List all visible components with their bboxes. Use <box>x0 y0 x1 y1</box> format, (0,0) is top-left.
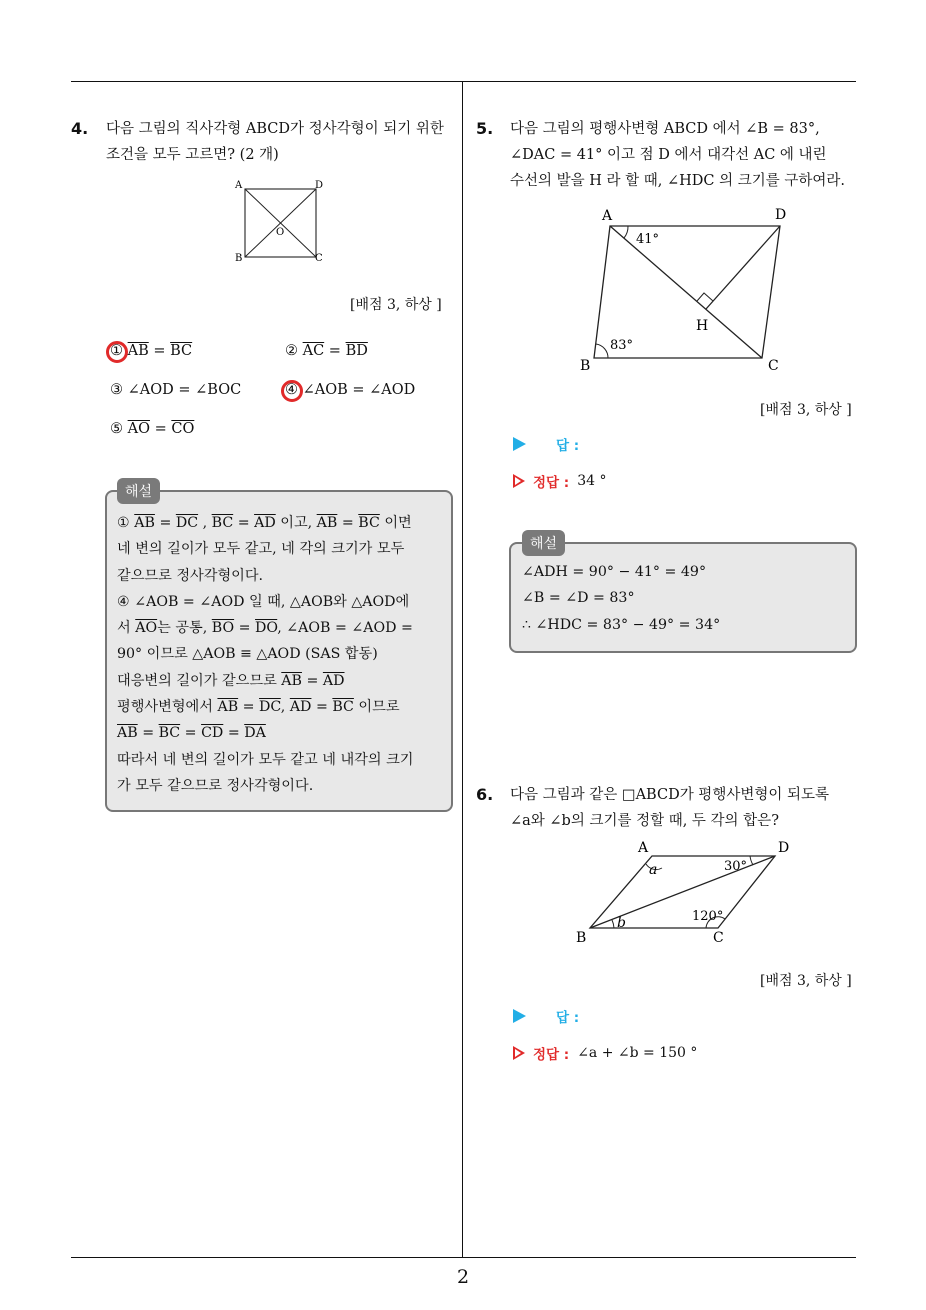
label-c: C <box>768 358 779 374</box>
question-6-answer-row[interactable] <box>513 1006 579 1026</box>
label-h: H <box>696 318 709 334</box>
question-5-correct-row <box>513 471 606 491</box>
expl4-line-8: 평행사변형에서 $\overline{AB} = \overline{DC}$, $\overline{AD} = \overline{BC}$ 이므로 <box>117 699 400 716</box>
question-4-line-2: 조건을 모두 고르면? (2 개) <box>106 147 279 163</box>
expl4-line-1: ① $\overline{AB} = \overline{DC}$ , $\overline{BC} = \overline{AD}$ 이고, $\overline{AB} = \overline{BC}$ 이면 <box>117 515 412 531</box>
question-6-line-1: 다음 그림과 같은 □ABCD가 평행사변형이 되도록 <box>510 787 829 803</box>
expl5-line-1: ∠ADH = 90° − 41° = 49° <box>522 564 707 580</box>
expl4-line-4: ④ ∠AOB = ∠AOD 일 때, △AOB와 △AOD에 <box>117 593 410 610</box>
option-1[interactable]: ① $\overline{AB} = \overline{BC}$ <box>110 343 193 359</box>
correct-label: 정답 : <box>533 475 570 491</box>
label-a: A <box>235 180 243 191</box>
question-4-line-1: 다음 그림의 직사각형 ABCD가 정사각형이 되기 위한 <box>106 121 444 137</box>
right-angle-mark <box>697 293 713 301</box>
parallelogram-abcd-figure <box>570 202 800 382</box>
angle-a-label: 41° <box>636 232 660 247</box>
expl4-line-10: 따라서 네 변의 길이가 모두 같고 네 내각의 크기 <box>117 751 414 768</box>
option-2[interactable]: ② $\overline{AC} = \overline{BD}$ <box>285 343 368 359</box>
page-number: 2 <box>456 1266 470 1288</box>
correct-arrow-icon <box>513 474 525 488</box>
angle-b-arc <box>596 344 608 358</box>
question-5-answer-row[interactable] <box>513 434 579 454</box>
expl4-line-5: 서 $\overline{AO}$는 공통, $\overline{BO} = \overline{DO}$, ∠AOB = ∠AOD = <box>117 620 413 637</box>
question-4-number: 4. <box>71 119 89 138</box>
expl4-line-11: 가 모두 같으므로 정사각형이다. <box>117 777 314 794</box>
option-5[interactable]: ⑤ $\overline{AO} = \overline{CO}$ <box>110 421 195 437</box>
expl4-line-9: $\overline{AB} = \overline{BC} = \overline{CD} = \overline{DA}$ <box>117 725 266 742</box>
angle-c-label-6: 120° <box>692 909 724 924</box>
label-c: C <box>315 253 323 264</box>
expl4-line-7: 대응변의 길이가 같으므로 $\overline{AB} = \overline{AD}$ <box>117 672 345 689</box>
label-a-6: A <box>638 840 649 856</box>
answer-arrow-icon <box>513 437 526 451</box>
label-d: D <box>775 207 787 223</box>
question-5-score: [배점 3, 하상 ] <box>760 402 852 418</box>
answer-label: 답 : <box>556 1010 580 1026</box>
answer-label: 답 : <box>556 438 580 454</box>
question-5-number: 5. <box>476 119 494 138</box>
option-4[interactable]: ④ ∠AOB = ∠AOD <box>285 382 416 398</box>
question-5-line-2: ∠DAC = 41° 이고 점 D 에서 대각선 AC 에 내린 <box>510 147 827 163</box>
answer-arrow-icon <box>513 1009 526 1023</box>
label-angle-b: b <box>617 915 626 931</box>
column-divider <box>462 82 463 1258</box>
label-c-6: C <box>713 930 724 946</box>
question-4-explanation-tag: 해설 <box>117 478 160 504</box>
question-6-score: [배점 3, 하상 ] <box>760 973 852 989</box>
option-3[interactable]: ③ ∠AOD = ∠BOC <box>110 382 242 398</box>
angle-b-label: 83° <box>610 338 634 353</box>
expl4-line-6: 90° 이므로 △AOB ≡ △AOD (SAS 합동) <box>117 646 378 663</box>
angle-b-arc-6 <box>612 920 614 928</box>
label-b-6: B <box>576 930 587 946</box>
question-5-explanation-tag: 해설 <box>522 530 565 556</box>
label-o: O <box>276 227 285 238</box>
correct-value: 34 ° <box>577 473 607 489</box>
question-4-explanation-text <box>117 510 447 799</box>
expl4-line-3: 같으므로 정사각형이다. <box>117 567 264 584</box>
question-4-score: [배점 3, 하상 ] <box>350 297 442 313</box>
question-6-number: 6. <box>476 785 494 804</box>
expl5-line-3: ∴ ∠HDC = 83° − 49° = 34° <box>522 616 721 633</box>
question-5-line-1: 다음 그림의 평행사변형 ABCD 에서 ∠B = 83°, <box>510 121 820 137</box>
question-6-correct-row <box>513 1043 697 1063</box>
correct-value: ∠a + ∠b = 150 ° <box>577 1045 698 1061</box>
rectangle-abcd-figure <box>228 176 333 266</box>
question-6-text <box>510 782 860 834</box>
label-b: B <box>235 253 243 264</box>
angle-d-label-6: 30° <box>724 859 748 874</box>
question-6-line-2: ∠a와 ∠b의 크기를 정할 때, 두 각의 합은? <box>510 813 779 829</box>
label-a: A <box>602 208 613 224</box>
label-b: B <box>580 358 591 374</box>
top-rule <box>71 81 856 82</box>
label-angle-a: a <box>649 862 658 878</box>
question-4-text <box>106 116 456 168</box>
question-5-text <box>510 116 860 194</box>
bottom-rule <box>71 1257 856 1258</box>
correct-label: 정답 : <box>533 1047 570 1063</box>
parallelogram-ab-figure <box>570 838 800 950</box>
perpendicular-dh <box>706 226 780 309</box>
expl5-line-2: ∠B = ∠D = 83° <box>522 590 635 607</box>
angle-d-arc-6 <box>750 856 753 865</box>
expl4-line-2: 네 변의 길이가 모두 같고, 네 각의 크기가 모두 <box>117 541 405 558</box>
question-5-line-3: 수선의 발을 H 라 할 때, ∠HDC 의 크기를 구하여라. <box>510 173 845 189</box>
label-d-6: D <box>778 840 790 856</box>
correct-arrow-icon <box>513 1046 525 1060</box>
label-d: D <box>315 180 324 191</box>
question-5-explanation-text <box>522 559 852 638</box>
angle-a-arc <box>624 226 628 238</box>
